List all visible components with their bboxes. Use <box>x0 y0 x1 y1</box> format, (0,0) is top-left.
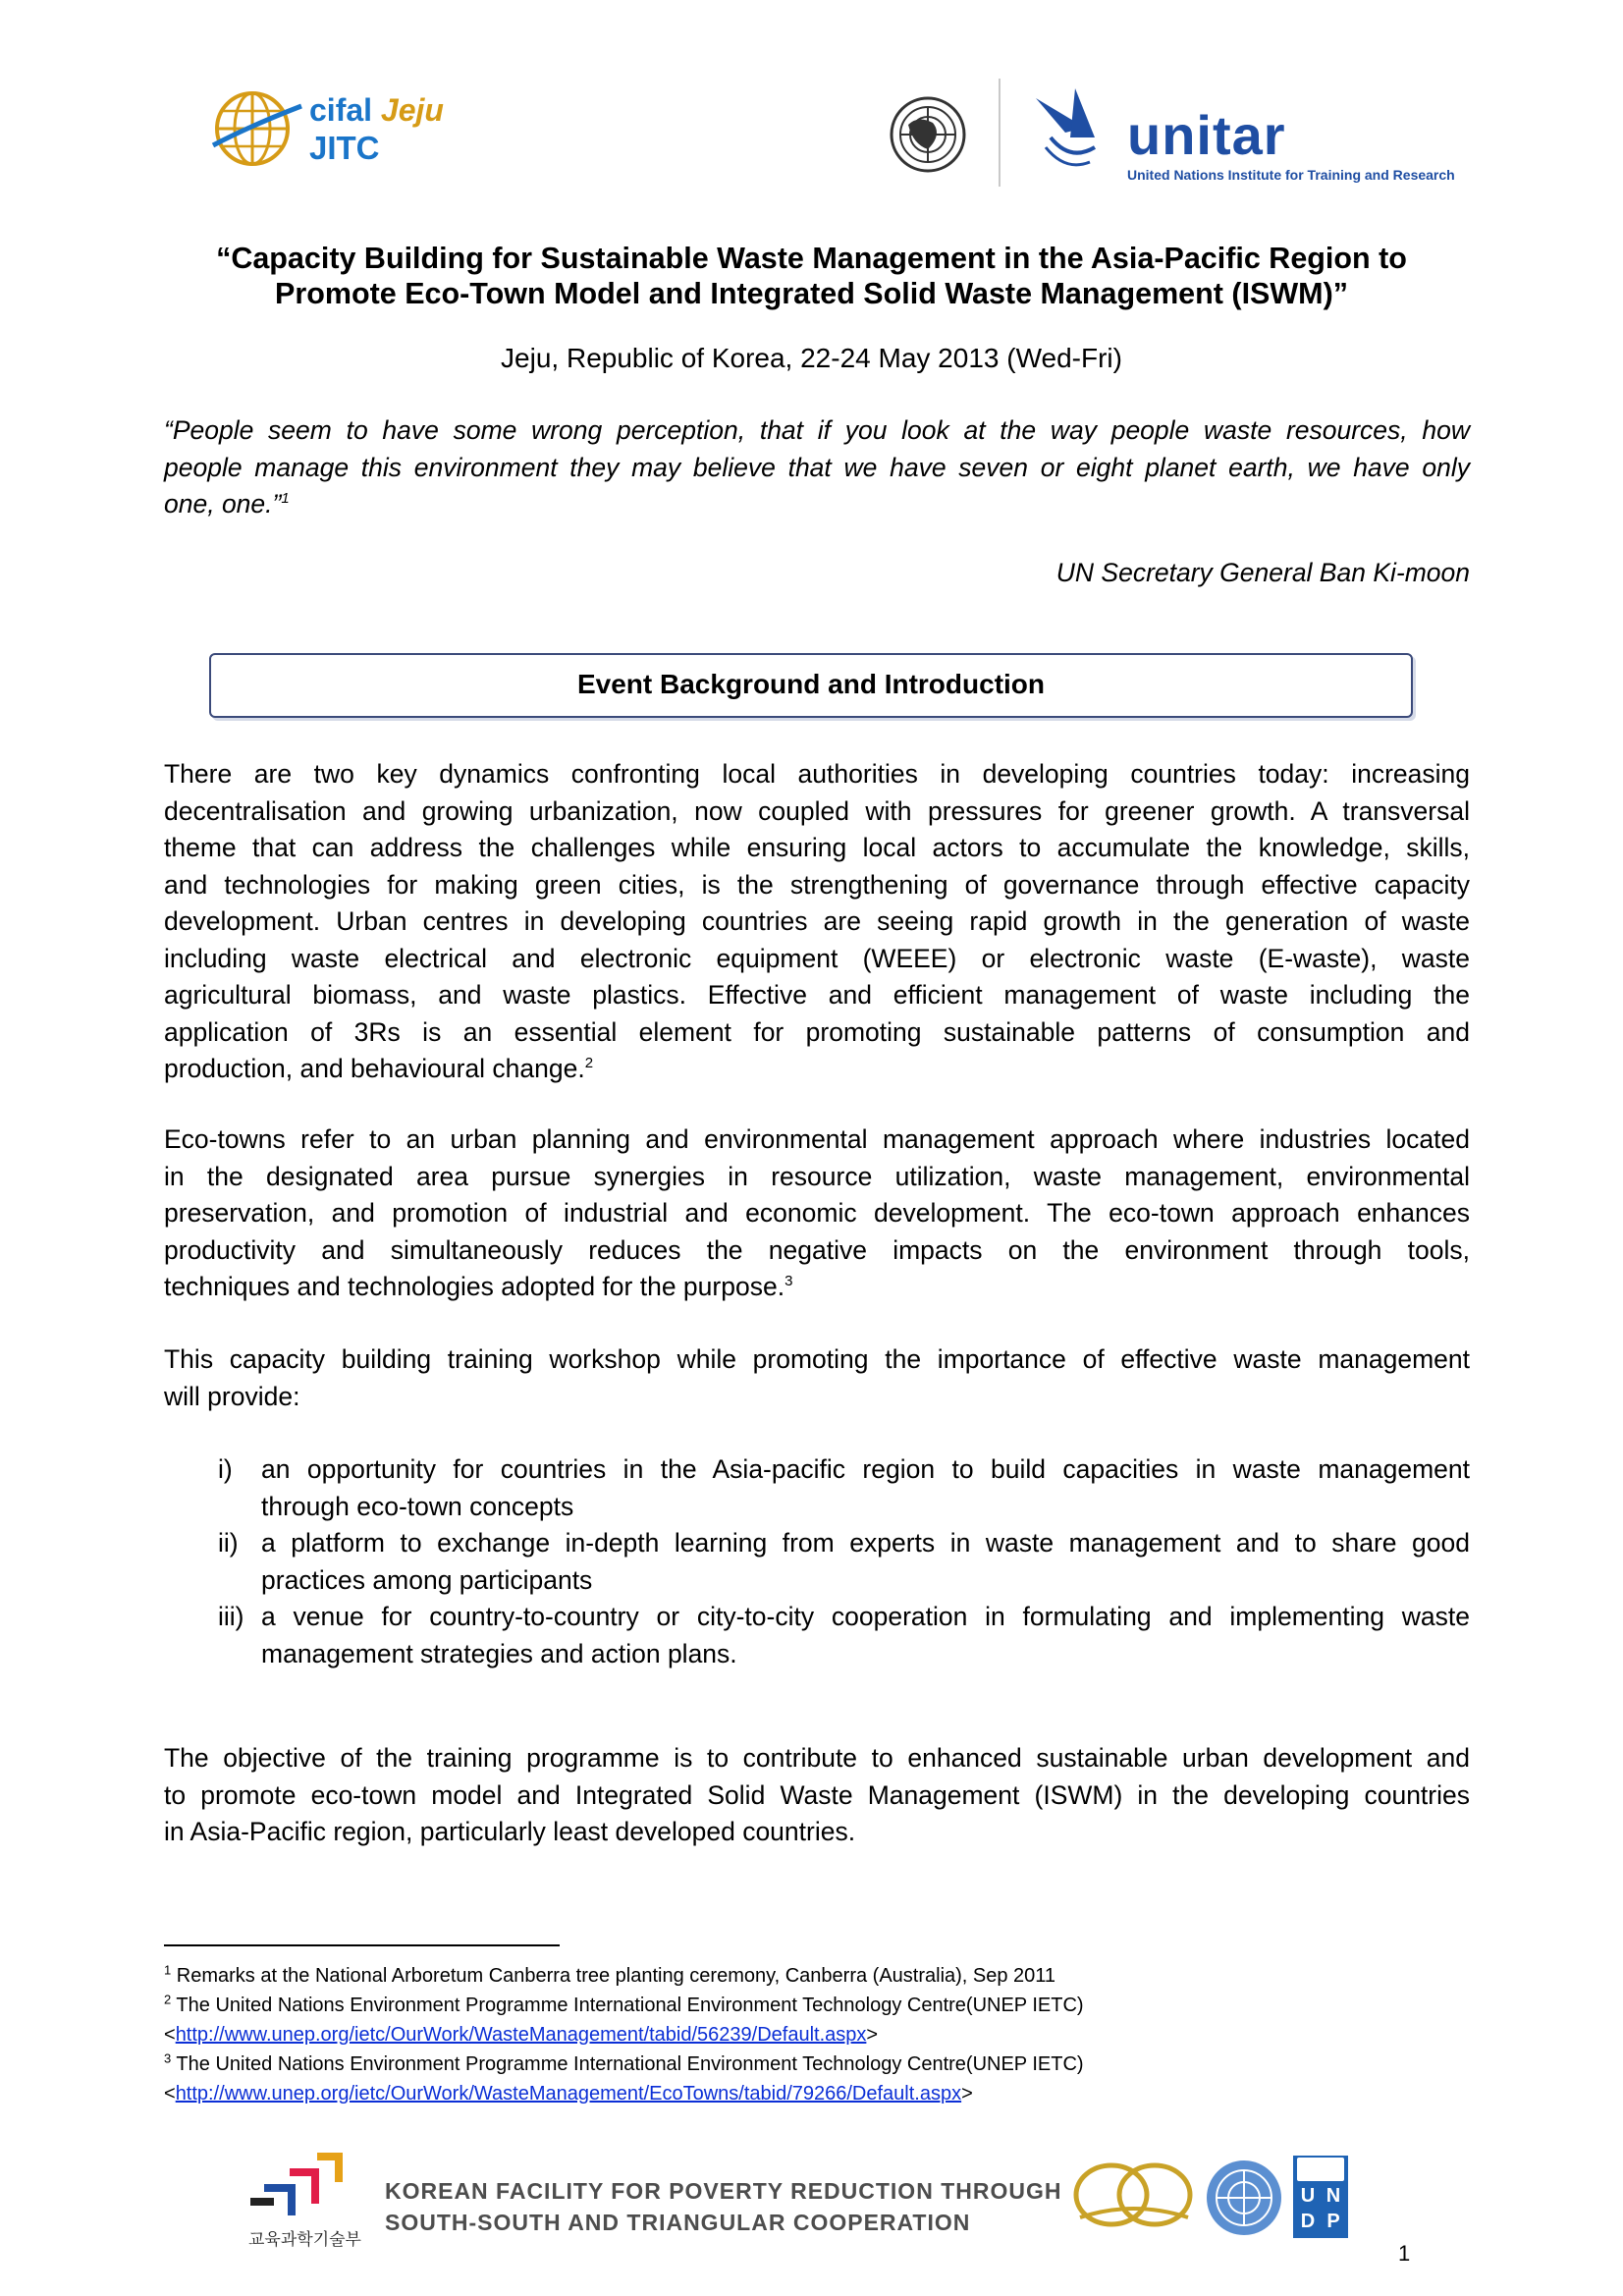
quote-line: “People seem to have some wrong perception, that if you look at the way people waste resources, how <box>164 415 1470 445</box>
text-line: decentralisation and growing urbanization, now coupled with pressures for greener growth. A transversal <box>164 795 1470 826</box>
ministry-label: 교육과학기술부 <box>248 2230 361 2249</box>
text-line: through eco-town concepts <box>261 1491 574 1521</box>
quote <box>164 412 1470 523</box>
text-line: preservation, and promotion of industrial and economic development. The eco-town approach enhances <box>164 1198 1470 1228</box>
text-line: in the designated area pursue synergies in resource utilization, waste management, environmental <box>164 1161 1470 1191</box>
text-line: agricultural biomass, and waste plastics. Effective and efficient management of waste including the <box>164 980 1470 1010</box>
undp-letter: P <box>1326 2211 1340 2232</box>
text-line: in Asia-Pacific region, particularly least developed countries. <box>164 1817 856 1846</box>
text-line: including waste electrical and electronic equipment (WEEE) or electronic waste (E-waste), waste <box>164 943 1470 973</box>
footer-line-1: KOREAN FACILITY FOR POVERTY REDUCTION THROUGH <box>385 2178 1062 2204</box>
footnote-2: $^2$ The United Nations Environment Programme International Environment Technology Centre(UNEP IETC) <box>164 1992 1084 2016</box>
un-emblem-blue-icon <box>1203 2158 1286 2238</box>
list-item <box>218 1525 1470 1600</box>
document-title-line-1: “Capacity Building for Sustainable Waste Management in the Asia-Pacific Region to <box>216 242 1407 275</box>
footnote-2-link[interactable]: http://www.unep.org/ietc/OurWork/WasteManagement/tabid/56239/Default.aspx <box>175 2024 867 2046</box>
text-line: production, and behavioural change.$^2$ <box>164 1054 594 1083</box>
undp-logo <box>1293 2156 1348 2238</box>
unitar-bird-icon <box>1026 79 1114 177</box>
ministry-mark-icon <box>250 2149 358 2217</box>
footnote-3-link-line: <http://www.unep.org/ietc/OurWork/WasteManagement/EcoTowns/tabid/79266/Default.aspx> <box>164 2083 973 2105</box>
section-title: Event Background and Introduction <box>576 669 1045 699</box>
rings-logo-icon <box>1070 2160 1198 2234</box>
footnote-marker[interactable]: 1 <box>281 490 290 508</box>
text-line: an opportunity for countries in the Asia-pacific region to build capacities in waste management <box>261 1454 1470 1484</box>
text-line: theme that can address the challenges while ensuring local actors to accumulate the knowledge, skills, <box>164 833 1470 862</box>
unitar-subtitle: United Nations Institute for Training and Research <box>1127 167 1455 183</box>
footnote-1: $^1$ Remarks at the National Arboretum Canberra tree planting ceremony, Canberra (Australia), Sep 2011 <box>164 1962 1056 1987</box>
footnote-marker[interactable]: 2 <box>584 1055 594 1072</box>
list-item <box>218 1599 1470 1673</box>
document-title-line-2: Promote Eco-Town Model and Integrated Solid Waste Management (ISWM)” <box>275 277 1348 310</box>
text-line: The objective of the training programme is to contribute to enhanced sustainable urban development and <box>164 1743 1470 1773</box>
footnote-2-link-line: <http://www.unep.org/ietc/OurWork/WasteManagement/tabid/56239/Default.aspx> <box>164 2024 879 2046</box>
text-line: application of 3Rs is an essential element for promoting sustainable patterns of consumption and <box>164 1016 1470 1047</box>
list-item <box>218 1451 1470 1526</box>
text-line: will provide: <box>164 1381 300 1411</box>
cifal-jeju-logo <box>211 86 496 171</box>
list-number: ii) <box>218 1528 239 1558</box>
text-line: management strategies and action plans. <box>261 1638 737 1668</box>
undp-letter: N <box>1325 2185 1341 2207</box>
undp-letter: U <box>1300 2185 1316 2207</box>
text-line: development. Urban centres in developing countries are seeing rapid growth in the generation of waste <box>164 906 1470 936</box>
unitar-wordmark: unitar <box>1127 104 1286 166</box>
list-number: i) <box>218 1454 233 1484</box>
text-line: Eco-towns refer to an urban planning and environmental management approach where industries located <box>164 1124 1470 1154</box>
paragraph-eco-towns <box>164 1121 1470 1306</box>
paragraph-objective <box>164 1740 1470 1851</box>
text-line: to promote eco-town model and Integrated Solid Waste Management (ISWM) in the developing countries <box>164 1779 1470 1810</box>
footer-line-2: SOUTH-SOUTH AND TRIANGULAR COOPERATION <box>385 2210 971 2235</box>
list-number: iii) <box>218 1602 244 1631</box>
text-line: This capacity building training workshop while promoting the importance of effective waste management <box>164 1344 1470 1374</box>
section-heading-box <box>209 653 1413 718</box>
text-line: productivity and simultaneously reduces the negative impacts on the environment through tools, <box>164 1234 1470 1265</box>
ministry-education-logo <box>241 2149 373 2257</box>
quote-author: UN Secretary General Ban Ki-moon <box>1055 558 1470 587</box>
partner-logos <box>1070 2156 1350 2239</box>
text-line: a venue for country-to-country or city-to-city cooperation in formulating and implementing waste <box>261 1602 1470 1631</box>
page-number: 1 <box>1398 2241 1411 2266</box>
undp-emblem <box>1297 2158 1344 2181</box>
cifal-name: cifal Jeju <box>309 92 444 128</box>
un-emblem-icon <box>889 95 967 174</box>
quote-line: people manage this environment they may believe that we have seven or eight planet earth, we have only <box>164 452 1470 482</box>
text-line: There are two key dynamics confronting local authorities in developing countries today: increasing <box>164 759 1470 789</box>
paragraph-background <box>164 756 1470 1088</box>
text-line: techniques and technologies adopted for the purpose.$^3$ <box>164 1272 793 1301</box>
footnote-marker[interactable]: 3 <box>784 1273 793 1290</box>
text-line: a platform to exchange in-depth learning from experts in waste management and to share good <box>261 1528 1470 1558</box>
header-divider <box>999 79 1001 187</box>
footnote-3: $^3$ The United Nations Environment Programme International Environment Technology Centre(UNEP IETC) <box>164 2050 1084 2075</box>
text-line: and technologies for making green cities, is the strengthening of governance through effective capacity <box>164 869 1470 900</box>
quote-line: one, one.”$^1$ <box>164 489 290 519</box>
globe-icon <box>211 86 304 171</box>
footnote-3-link[interactable]: http://www.unep.org/ietc/OurWork/WasteManagement/EcoTowns/tabid/79266/Default.aspx <box>175 2083 962 2105</box>
jitc-name: JITC <box>309 130 380 166</box>
footnote-separator <box>164 1944 560 1946</box>
event-date-location: Jeju, Republic of Korea, 22-24 May 2013 (Wed-Fri) <box>501 343 1122 373</box>
text-line: practices among participants <box>261 1564 593 1595</box>
undp-letter: D <box>1300 2211 1316 2232</box>
paragraph-workshop <box>164 1341 1470 1415</box>
